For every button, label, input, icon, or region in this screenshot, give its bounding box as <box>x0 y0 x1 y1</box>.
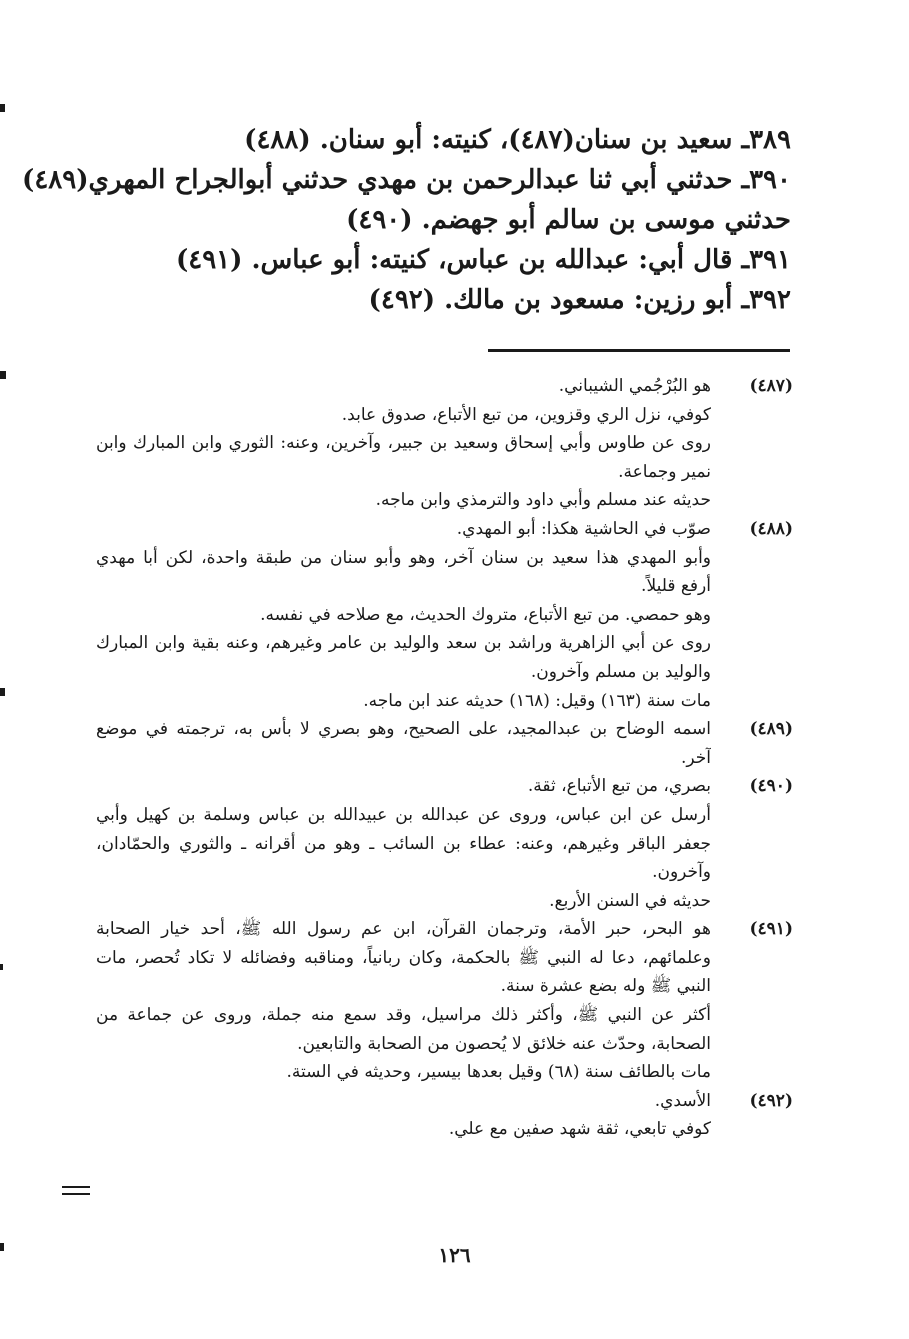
footnote-line: آخر. <box>680 747 711 768</box>
entry-text: أبو رزين: مسعود بن مالك. (٤٩٢) <box>368 285 733 315</box>
entry-text: سعيد بن سنان(٤٨٧)، كنيته: أبو سنان. (٤٨٨) <box>244 125 733 155</box>
margin-mark <box>0 688 5 696</box>
entry-389 <box>90 120 791 160</box>
footnote-line: أرفع قليلاً. <box>641 576 711 597</box>
footnote-line: حديثه عند مسلم وأبي داود والترمذي وابن ماجه. <box>375 490 711 511</box>
footnote-line: مات بالطائف سنة (٦٨) وقيل بعدها بيسير، وحديثه في الستة. <box>286 1062 711 1083</box>
entry-text: حدثني موسى بن سالم أبو جهضم. (٤٩٠) <box>346 205 791 235</box>
footnote-line: أكثر عن النبي ﷺ، وأكثر ذلك مراسيل، وقد سمع منه جملة، وروى عن جماعة من <box>96 1005 711 1026</box>
margin-mark <box>0 964 3 970</box>
footnote-number: (٤٨٩) <box>749 719 793 740</box>
footnote-number: (٤٨٧) <box>749 376 793 396</box>
entry-text: حدثني أبي ثنا عبدالرحمن بن مهدي حدثني أبوالجراح المهري(٤٨٩) <box>22 165 733 195</box>
footnote-line: روى عن أبي الزاهرية وراشد بن سعد والوليد بن عامر وغيرهم، وعنه بقية وابن المبارك <box>96 633 711 654</box>
footnote-line: وهو حمصي. من تبع الأتباع، متروك الحديث، مع صلاحه في نفسه. <box>260 604 711 625</box>
footnote-line: كوفي تابعي، ثقة شهد صفين مع علي. <box>448 1119 711 1140</box>
footnote-line: كوفي، نزل الري وقزوين، من تبع الأتباع، صدوق عابد. <box>341 404 711 425</box>
page-number: ١٢٦ <box>438 1243 471 1267</box>
footnote <box>96 1087 793 1144</box>
entry-number: ٣٩١ـ <box>741 245 791 275</box>
footnote-line: وعلمائهم، دعا له النبي ﷺ بالحكمة، وكان ربانياً، ومناقبه وفضائله لا تكاد تُحصر، مات <box>96 947 711 968</box>
entry-391 <box>90 240 791 280</box>
footnote-line: صوّب في الحاشية هكذا: أبو المهدي. <box>456 518 711 539</box>
entry-390-continued <box>90 200 791 240</box>
footnote-number: (٤٩١) <box>749 919 793 940</box>
footnote-line: هو البُرْجُمي الشيباني. <box>558 376 711 396</box>
footnote-number: (٤٩٢) <box>749 1090 793 1111</box>
footnote-line: نمير وجماعة. <box>618 461 711 482</box>
footnote-line: وأبو المهدي هذا سعيد بن سنان آخر، وهو وأبو سنان من طبقة واحدة، لكن أبا مهدي <box>96 547 711 568</box>
footnote-body <box>96 915 711 1087</box>
footnote-line: هو البحر، حبر الأمة، وترجمان القرآن، ابن عم رسول الله ﷺ، أحد خيار الصحابة <box>96 919 711 940</box>
entry-392 <box>90 280 791 320</box>
main-entries <box>22 120 791 320</box>
footnote-line: اسمه الوضاح بن عبدالمجيد، على الصحيح، وهو بصري لا بأس به، ترجمته في موضع <box>96 719 711 740</box>
footnote-line: مات سنة (١٦٣) وقيل: (١٦٨) حديثه عند ابن ماجه. <box>363 690 711 711</box>
entry-text: قال أبي: عبدالله بن عباس، كنيته: أبو عباس. (٤٩١) <box>175 245 733 275</box>
footnote-separator <box>488 349 790 352</box>
footnote-body <box>96 372 711 515</box>
footnote-number: (٤٨٨) <box>749 518 793 539</box>
footnote-line: بصري، من تبع الأتباع، ثقة. <box>527 776 711 797</box>
footnote <box>96 372 793 515</box>
margin-mark <box>0 371 6 379</box>
footnote-line: حديثه في السنن الأربع. <box>549 890 711 911</box>
footnote-body <box>96 715 711 772</box>
footnote <box>96 772 793 915</box>
footnote-line: جعفر الباقر وغيرهم، وعنه: عطاء بن السائب ـ وهو من أقرانه ـ والثوري والحمّادان، <box>96 833 711 854</box>
footnote-body <box>96 772 711 915</box>
entry-number: ٣٨٩ـ <box>741 125 791 155</box>
footnote-body <box>96 1087 711 1144</box>
footnote-line: أرسل عن ابن عباس، وروى عن عبدالله بن عبيدالله بن عباس وسلمة بن كهيل وأبي <box>96 804 711 825</box>
footnote-line: الصحابة، وحدّث عنه خلائق لا يُحصون من الصحابة والتابعين. <box>297 1033 711 1054</box>
footnote <box>96 515 793 715</box>
footnote-line: وآخرون. <box>652 862 711 883</box>
footnote-number: (٤٩٠) <box>749 776 793 797</box>
footnote-line: روى عن طاوس وأبي إسحاق وسعيد بن جبير، وآخرين، وعنه: الثوري وابن المبارك وابن <box>96 433 711 454</box>
footnote-line: الأسدي. <box>654 1090 711 1111</box>
footnote-line: والوليد بن مسلم وآخرون. <box>530 661 711 682</box>
equals-mark <box>62 1186 90 1196</box>
entry-number: ٣٩٢ـ <box>741 285 791 315</box>
entry-390 <box>22 160 791 200</box>
margin-mark <box>0 104 5 112</box>
entry-number: ٣٩٠ـ <box>741 165 791 195</box>
footnote <box>96 915 793 1087</box>
footnote-line: النبي ﷺ وله بضع عشرة سنة. <box>500 976 711 997</box>
footnote <box>96 715 793 772</box>
footnotes <box>96 372 793 1144</box>
footnote-body <box>96 515 711 715</box>
